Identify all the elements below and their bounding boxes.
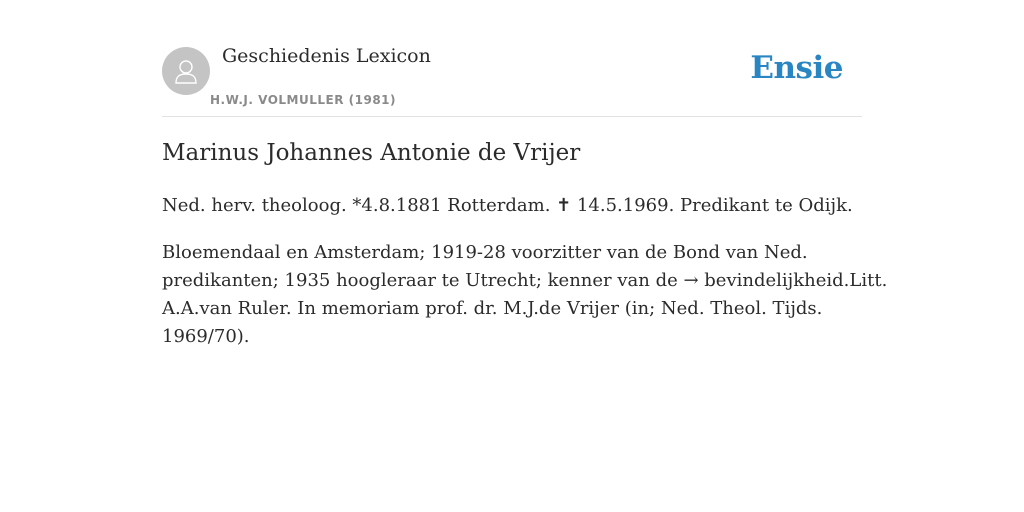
author-byline[interactable]: H.W.J. VOLMULLER (1981)	[210, 93, 397, 107]
paragraph-line: A.A.van Ruler. In memoriam prof. dr. M.J.de Vrijer (in; Ned. Theol. Tijds.	[162, 298, 823, 319]
paragraph-line: 1969/70).	[162, 326, 250, 347]
author-avatar[interactable]	[162, 47, 210, 95]
entry-card	[162, 0, 888, 347]
entry-header	[162, 0, 862, 117]
entry-title: Marinus Johannes Antonie de Vrijer	[162, 140, 581, 166]
ensie-logo[interactable]: Ensie	[750, 50, 843, 86]
entry-paragraph-2	[162, 239, 888, 351]
paragraph-line[interactable]: predikanten; 1935 hoogleraar te Utrecht; kenner van de → bevindelijkheid.Litt.	[162, 270, 888, 291]
source-title[interactable]: Geschiedenis Lexicon	[222, 45, 431, 67]
paragraph-line: Bloemendaal en Amsterdam; 1919-28 voorzitter van de Bond van Ned.	[162, 242, 808, 263]
entry-paragraph-1: Ned. herv. theoloog. *4.8.1881 Rotterdam. ✝ 14.5.1969. Predikant te Odijk.	[162, 195, 853, 216]
user-silhouette-icon	[171, 56, 201, 86]
